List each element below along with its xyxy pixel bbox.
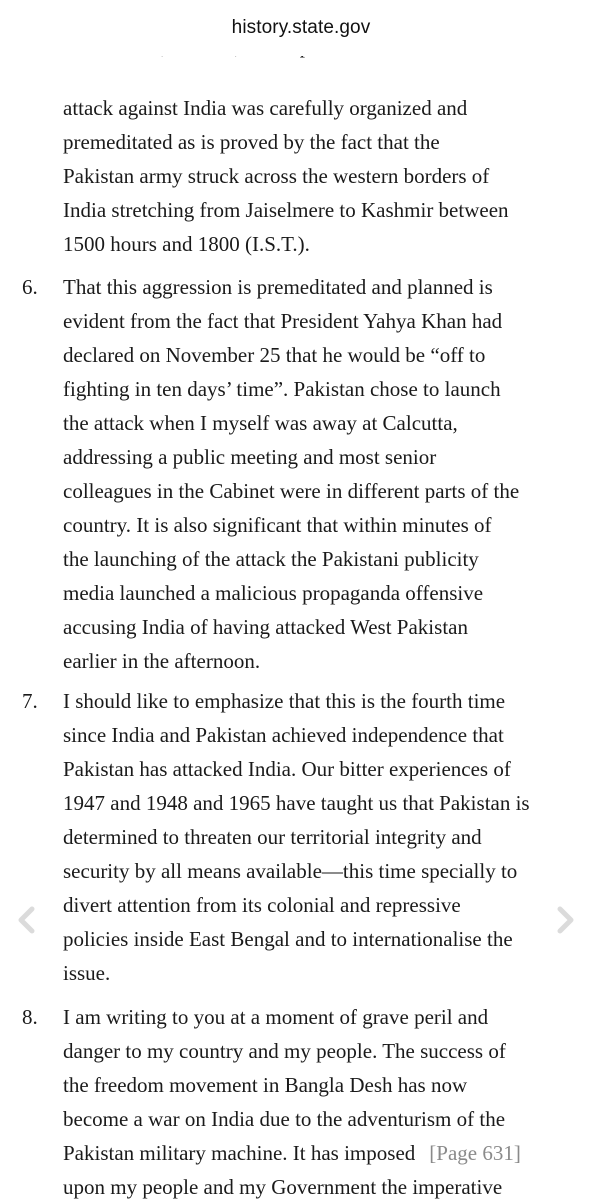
paragraph-number: 7. (22, 689, 38, 713)
text-line: I should like to emphasize that this is the fourth time (63, 689, 506, 713)
text-line: the attack when I myself was away at Calcutta, (63, 411, 458, 435)
url-bar[interactable] (0, 0, 602, 56)
text-line: addressing a public meeting and most senior (63, 445, 437, 469)
text-line: security by all means available—this time specially to (63, 859, 518, 883)
text-line: earlier in the afternoon. (63, 649, 261, 673)
text-line-segment: Pakistan military machine. It has imposed (63, 1141, 416, 1165)
text-line: That this aggression is premeditated and planned is (63, 275, 493, 299)
paragraph-6 (63, 270, 593, 678)
url-text[interactable]: history.state.gov (231, 17, 371, 38)
text-line: since India and Pakistan achieved independence that (63, 723, 504, 747)
text-line: 1500 hours and 1800 (I.S.T.). (63, 232, 310, 256)
chevron-left-icon (16, 905, 38, 935)
text-line: declared on November 25 that he would be “off to (63, 343, 486, 367)
prev-page-button[interactable] (10, 903, 44, 937)
text-line: the freedom movement in Bangla Desh has now (63, 1073, 468, 1097)
text-line: Pakistan army struck across the western borders of (63, 164, 490, 188)
text-line: 1947 and 1948 and 1965 have taught us that Pakistan is (63, 791, 530, 815)
text-line: policies inside East Bengal and to internationalise the (63, 927, 513, 951)
next-page-button[interactable] (548, 903, 582, 937)
text-line: fighting in ten days’ time”. Pakistan chose to launch (63, 377, 501, 401)
text-line: Pakistan has attacked India. Our bitter experiences of (63, 757, 511, 781)
text-line: the launching of the attack the Pakistani publicity (63, 547, 479, 571)
text-line: danger to my country and my people. The success of (63, 1039, 506, 1063)
text-line (63, 1136, 593, 1170)
text-line: colleagues in the Cabinet were in different parts of the (63, 479, 520, 503)
text-line: determined to threaten our territorial integrity and (63, 825, 482, 849)
text-line: country. It is also significant that within minutes of (63, 513, 492, 537)
paragraph-5-continuation (63, 91, 593, 261)
text-line: attack against India was carefully organized and (63, 96, 468, 120)
text-line: premeditated as is proved by the fact that the (63, 130, 440, 154)
text-line: upon my people and my Government the imperative (63, 1175, 503, 1199)
text-line: divert attention from its colonial and repressive (63, 893, 461, 917)
text-line: India stretching from Jaiselmere to Kashmir between (63, 198, 509, 222)
paragraph-8 (63, 1000, 593, 1200)
paragraph-number: 6. (22, 275, 38, 299)
paragraph-7 (63, 684, 593, 990)
text-line: media launched a malicious propaganda offensive (63, 581, 484, 605)
text-line: become a war on India due to the adventurism of the (63, 1107, 506, 1131)
chevron-right-icon (554, 905, 576, 935)
text-line: I am writing to you at a moment of grave peril and (63, 1005, 489, 1029)
text-line: accusing India of having attacked West Pakistan (63, 615, 468, 639)
text-line: issue. (63, 961, 111, 985)
text-line: evident from the fact that President Yahya Khan had (63, 309, 503, 333)
paragraph-number: 8. (22, 1005, 38, 1029)
page-marker: [Page 631] (429, 1141, 521, 1165)
